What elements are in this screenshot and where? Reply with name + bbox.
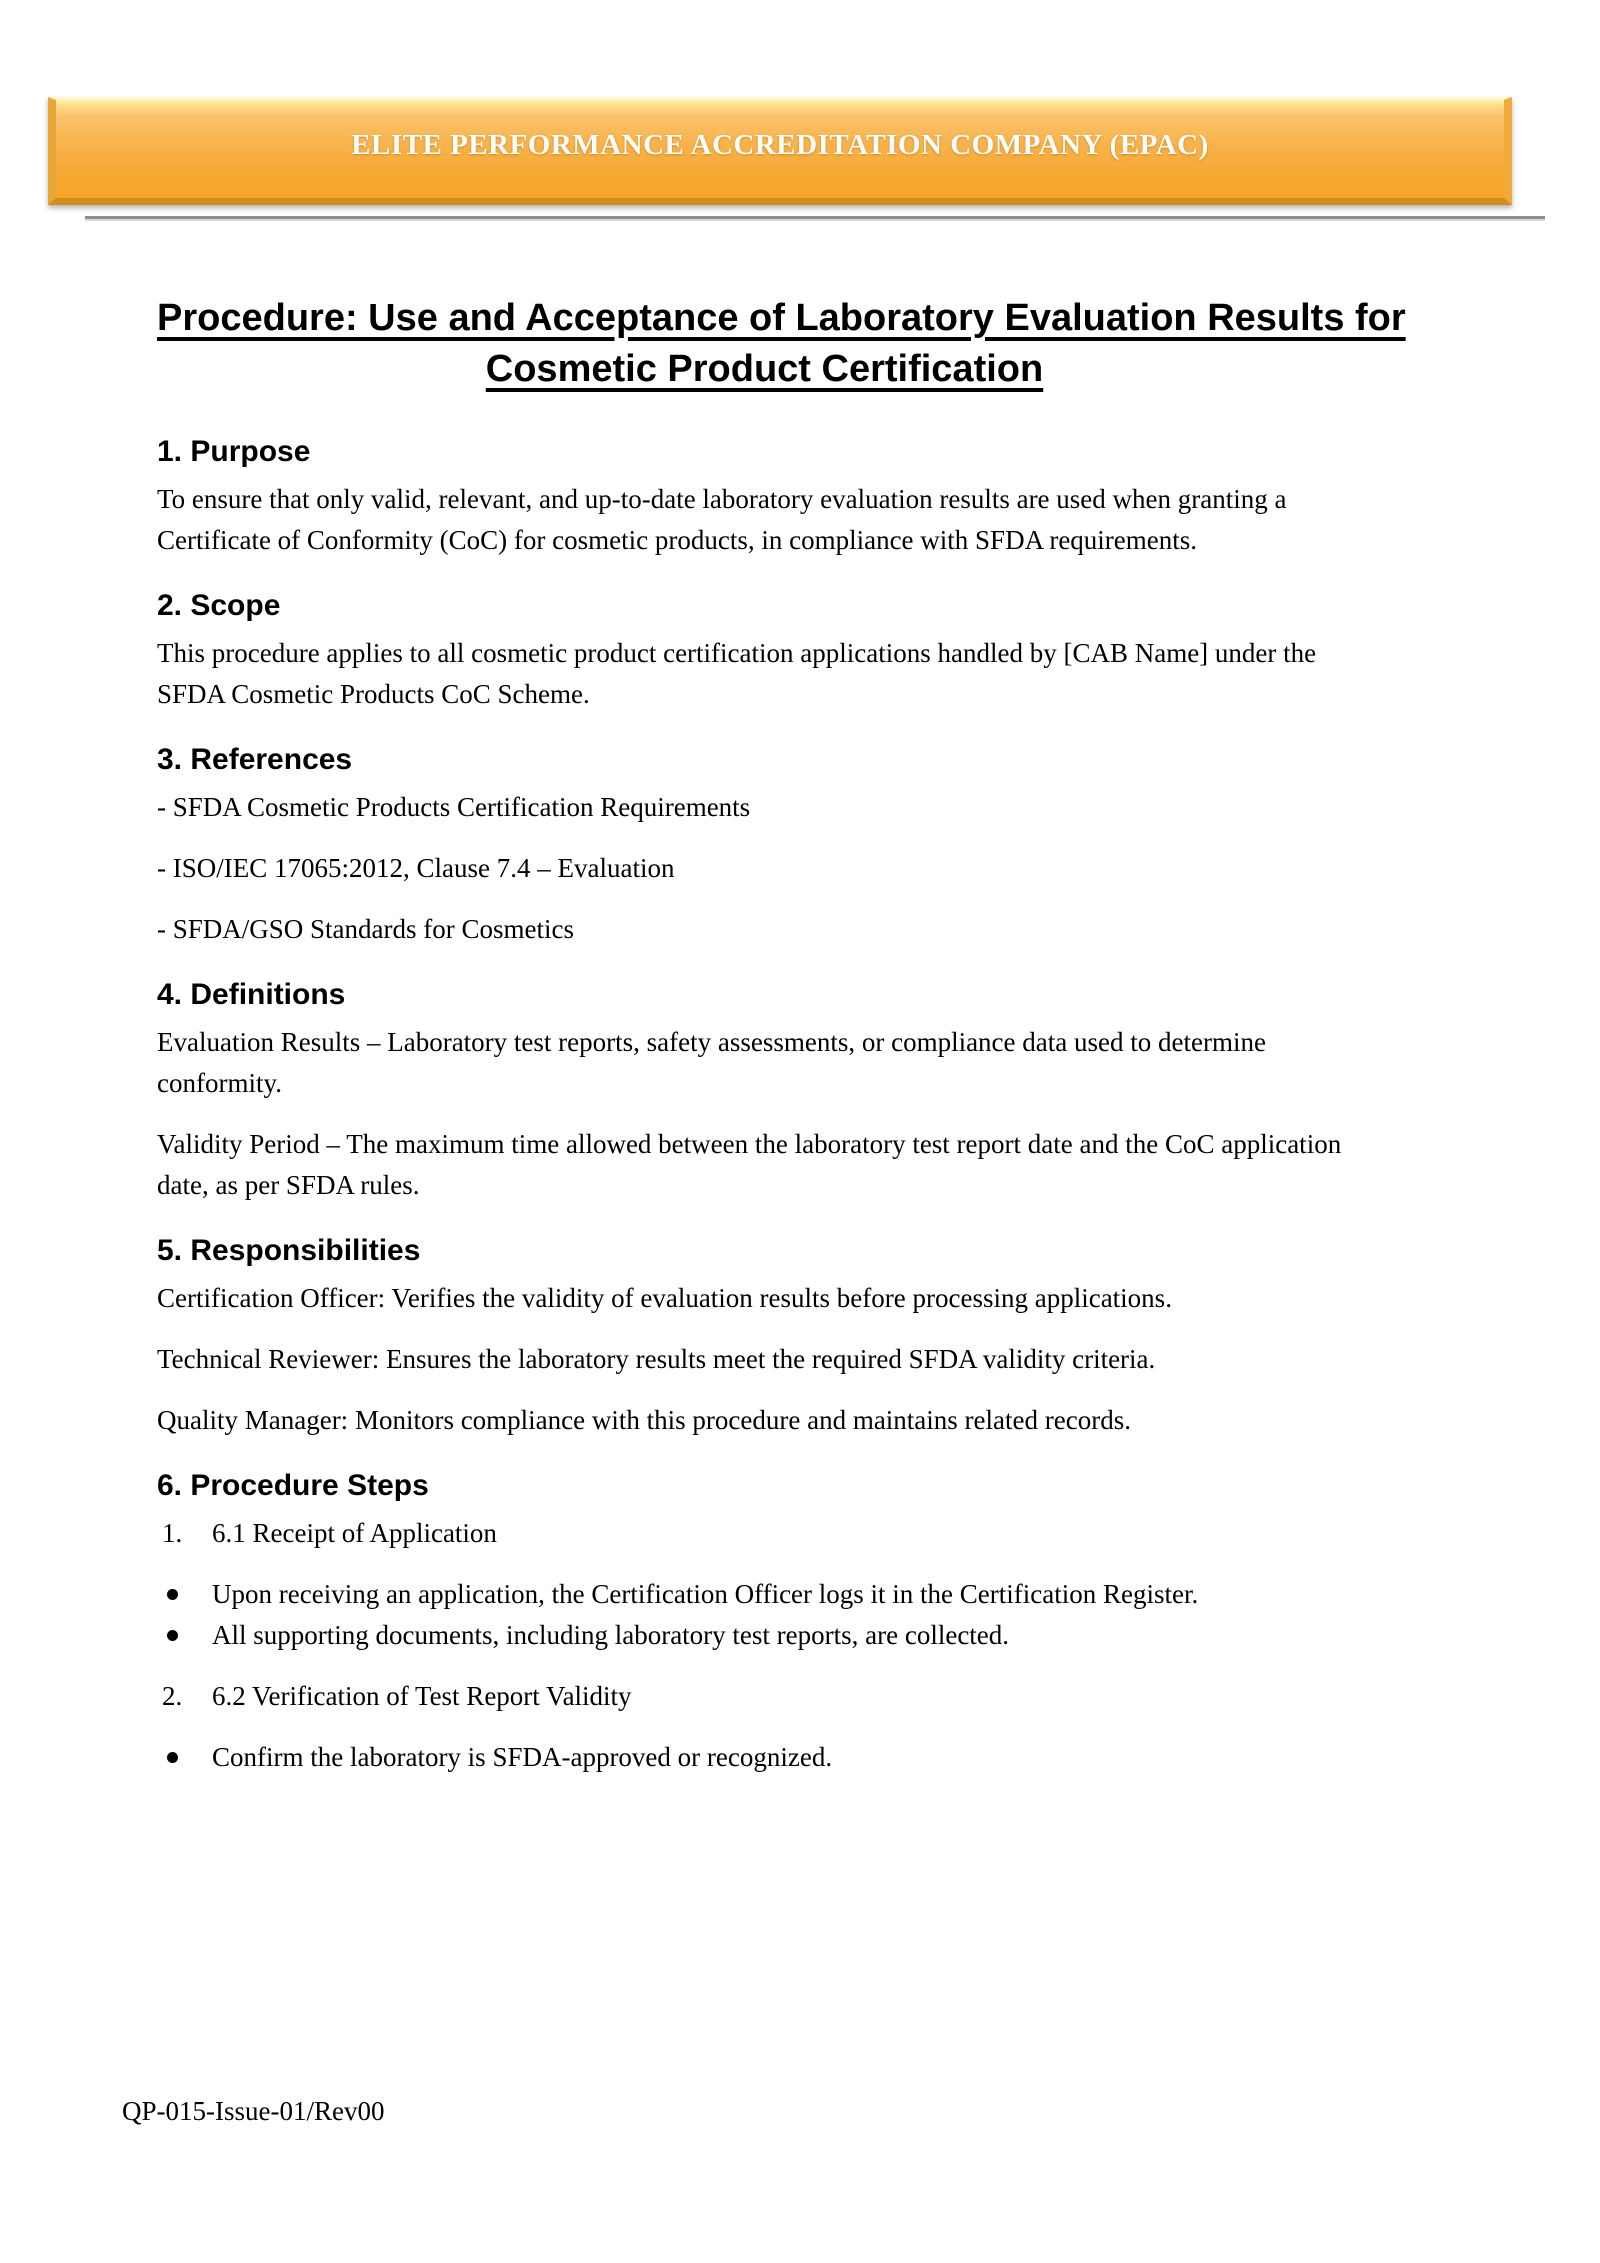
- reference-item: - SFDA/GSO Standards for Cosmetics: [157, 914, 574, 944]
- document-body: [157, 0, 1406, 1798]
- list-number-marker: 2.: [162, 1681, 183, 1711]
- bullet-icon: [167, 1589, 178, 1600]
- section-purpose-heading: 1. Purpose: [157, 435, 311, 468]
- list-item-text: All supporting documents, including laboratory test reports, are collected.: [212, 1620, 1010, 1650]
- section-responsibilities-heading: 5. Responsibilities: [157, 1234, 421, 1267]
- list-item-text: 6.2 Verification of Test Report Validity: [212, 1681, 632, 1711]
- purpose-paragraph: To ensure that only valid, relevant, and up-to-date laboratory evaluation results are used when granting a Certificate of Conformity (CoC) for cosmetic products, in compliance with SFDA requirements.: [157, 484, 1287, 555]
- list-number-marker: 1.: [162, 1518, 183, 1548]
- banner-title: ELITE PERFORMANCE ACCREDITATION COMPANY (EPAC): [351, 128, 1209, 161]
- numbered-list-item: [157, 1513, 1372, 1554]
- document-title-line-1: Procedure: Use and Acceptance of Laboratory Evaluation Results for: [157, 297, 1406, 339]
- scope-paragraph: This procedure applies to all cosmetic product certification applications handled by [CAB Name] under the SFDA Cosmetic Products CoC Scheme.: [157, 638, 1317, 709]
- bullet-list-item: [157, 1574, 1372, 1615]
- definition-paragraph: Validity Period – The maximum time allowed between the laboratory test report date and the CoC application date, as per SFDA rules.: [157, 1129, 1342, 1200]
- document-title-line-2: Cosmetic Product Certification: [485, 348, 1044, 390]
- document-title: [157, 293, 1406, 395]
- section-definitions-heading: 4. Definitions: [157, 978, 346, 1011]
- bullet-icon: [167, 1630, 178, 1641]
- section-procedure-steps-heading: 6. Procedure Steps: [157, 1469, 429, 1502]
- numbered-list-item: [157, 1676, 1372, 1717]
- responsibility-paragraph: Quality Manager: Monitors compliance with this procedure and maintains related records.: [157, 1405, 1131, 1435]
- definition-paragraph: Evaluation Results – Laboratory test reports, safety assessments, or compliance data used to determine conformity.: [157, 1027, 1266, 1098]
- list-item-text: 6.1 Receipt of Application: [212, 1518, 497, 1548]
- reference-item: - SFDA Cosmetic Products Certification Requirements: [157, 792, 751, 822]
- reference-item: - ISO/IEC 17065:2012, Clause 7.4 – Evaluation: [157, 853, 675, 883]
- responsibility-paragraph: Technical Reviewer: Ensures the laboratory results meet the required SFDA validity criteria.: [157, 1344, 1156, 1374]
- bullet-list-item: [157, 1615, 1372, 1656]
- section-references-heading: 3. References: [157, 743, 353, 776]
- bullet-icon: [167, 1752, 178, 1763]
- responsibility-paragraph: Certification Officer: Verifies the validity of evaluation results before processing applications.: [157, 1283, 1172, 1313]
- list-item-text: Upon receiving an application, the Certification Officer logs it in the Certification Register.: [212, 1579, 1199, 1609]
- bullet-list-item: [157, 1737, 1372, 1778]
- list-item-text: Confirm the laboratory is SFDA-approved or recognized.: [212, 1742, 833, 1772]
- section-scope-heading: 2. Scope: [157, 589, 281, 622]
- footer-doc-code: QP-015-Issue-01/Rev00: [122, 2096, 385, 2126]
